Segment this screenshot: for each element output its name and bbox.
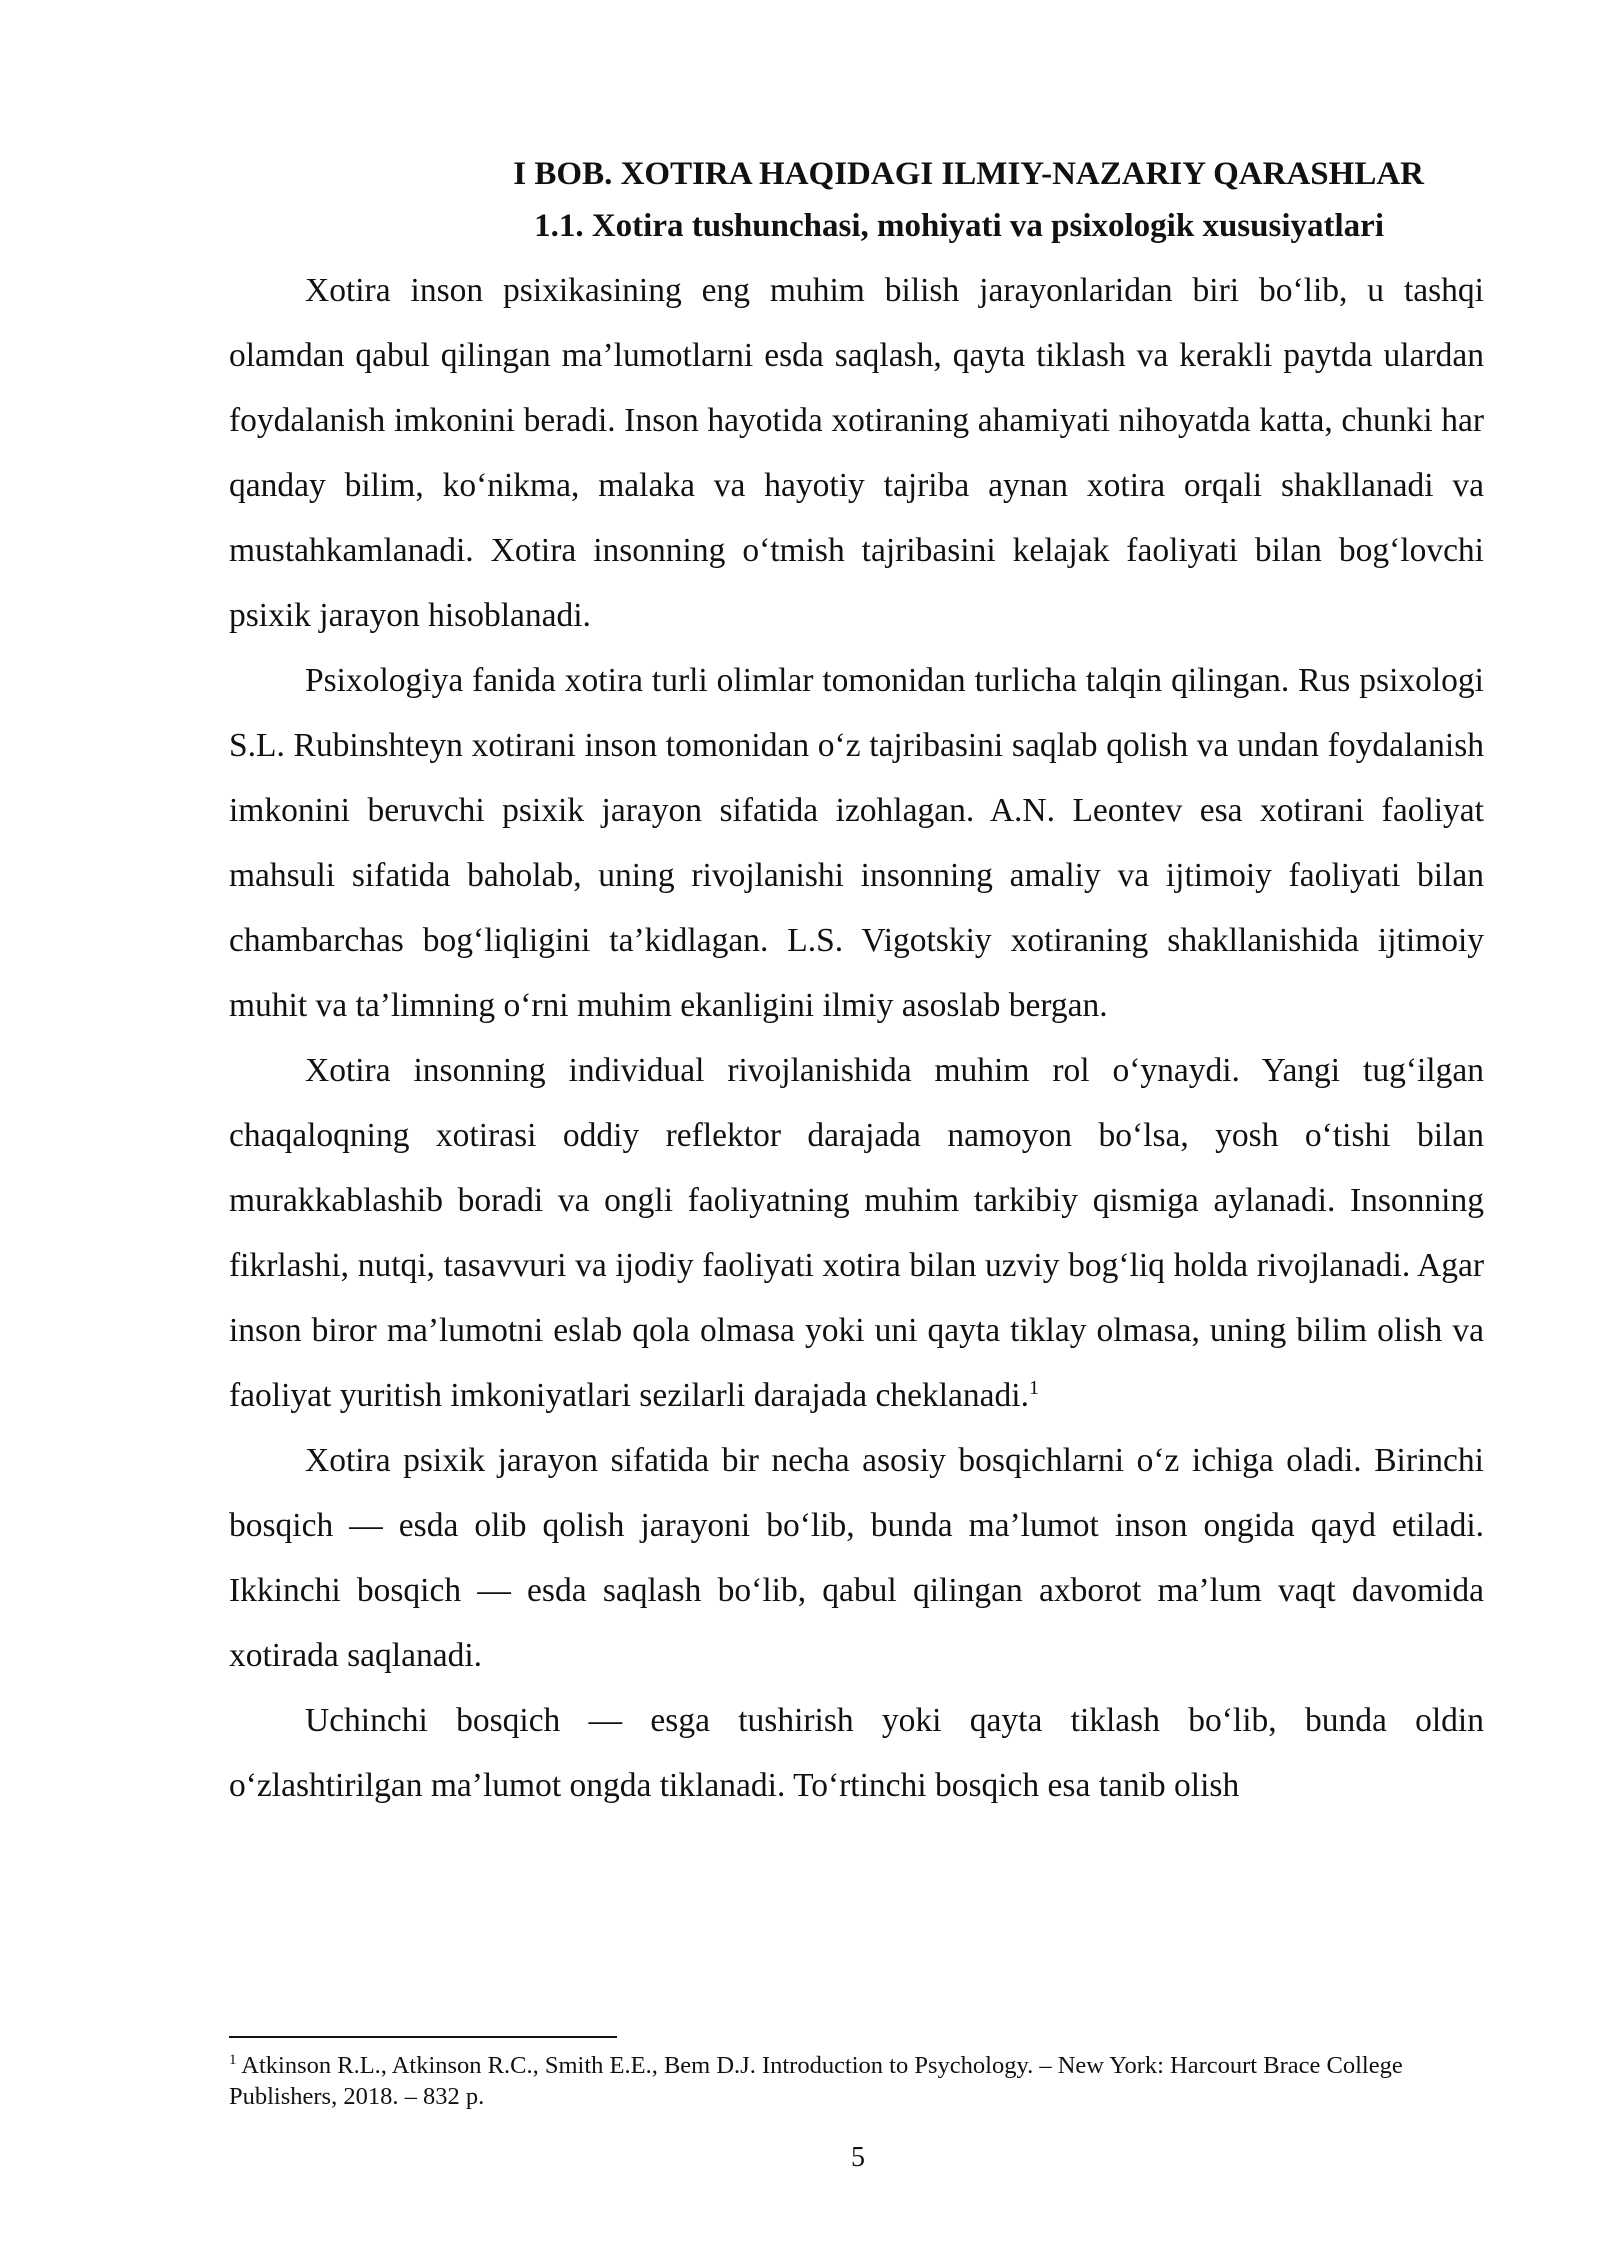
paragraph-1-text: Xotira inson psixikasining eng muhim bilish jarayonlaridan biri bo‘lib, u tashqi olamdan qabul qilingan ma’lumotlarni esda saqlash, qayta tiklash va kerakli paytda ulardan foydalanish imkonini beradi. Inson hayotida xotiraning ahamiyati nihoyatda katta, chunki har qanday bilim, ko‘nikma, malaka va hayotiy tajriba aynan xotira orqali shakllanadi va mustahkamlanadi. Xotira insonning o‘tmish tajribasini kelajak faoliyati bilan bog‘lovchi psixik jarayon hisoblanadi.: [229, 272, 1484, 634]
page-number: 5: [851, 2142, 865, 2173]
footnote-reference[interactable]: 1: [1028, 1376, 1039, 1399]
paragraph-1: [229, 258, 1484, 648]
footnote: [229, 2050, 1484, 2112]
footnote-text: Atkinson R.L., Atkinson R.C., Smith E.E., Bem D.J. Introduction to Psychology. – New York: Harcourt Brace College Publishers, 2018. – 832 p.: [229, 2052, 1403, 2110]
footnote-separator: [229, 2036, 617, 2038]
chapter-title: I BOB. XOTIRA HAQIDAGI ILMIY-NAZARIY QARASHLAR: [513, 156, 1424, 192]
page-body: [229, 148, 1484, 1818]
paragraph-2: [229, 648, 1484, 1038]
section-title: 1.1. Xotira tushunchasi, mohiyati va psixologik xususiyatlari: [534, 208, 1384, 244]
paragraph-3-text: Xotira insonning individual rivojlanishida muhim rol o‘ynaydi. Yangi tug‘ilgan chaqaloqning xotirasi oddiy reflektor darajada namoyon bo‘lsa, yosh o‘tishi bilan murakkablashib boradi va ongli faoliyatning muhim tarkibiy qismiga aylanadi. Insonning fikrlashi, nutqi, tasavvuri va ijodiy faoliyati xotira bilan uzviy bog‘liq holda rivojlanadi. Agar inson biror ma’lumotni eslab qola olmasa yoki uni qayta tiklay olmasa, uning bilim olish va faoliyat yuritish imkoniyatlari sezilarli darajada cheklanadi.: [229, 1052, 1484, 1414]
footnote-number: 1: [229, 2051, 237, 2068]
paragraph-4: [229, 1428, 1484, 1688]
paragraph-4-text: Xotira psixik jarayon sifatida bir necha asosiy bosqichlarni o‘z ichiga oladi. Birinchi bosqich — esda olib qolish jarayoni bo‘lib, bunda ma’lumot inson ongida qayd etiladi. Ikkinchi bosqich — esda saqlash bo‘lib, qabul qilingan axborot ma’lum vaqt davomida xotirada saqlanadi.: [229, 1442, 1484, 1674]
paragraph-2-text: Psixologiya fanida xotira turli olimlar tomonidan turlicha talqin qilingan. Rus psixologi S.L. Rubinshteyn xotirani inson tomonidan o‘z tajribasini saqlab qolish va undan foydalanish imkonini beruvchi psixik jarayon sifatida izohlagan. A.N. Leontev esa xotirani faoliyat mahsuli sifatida baholab, uning rivojlanishi insonning amaliy va ijtimoiy faoliyati bilan chambarchas bog‘liqligini ta’kidlagan. L.S. Vigotskiy xotiraning shakllanishida ijtimoiy muhit va ta’limning o‘rni muhim ekanligini ilmiy asoslab bergan.: [229, 662, 1484, 1024]
paragraph-3: [229, 1038, 1484, 1428]
paragraph-5-text: Uchinchi bosqich — esga tushirish yoki qayta tiklash bo‘lib, bunda oldin o‘zlashtirilgan ma’lumot ongda tiklanadi. To‘rtinchi bosqich esa tanib olish: [229, 1702, 1484, 1804]
paragraph-5: [229, 1688, 1484, 1818]
